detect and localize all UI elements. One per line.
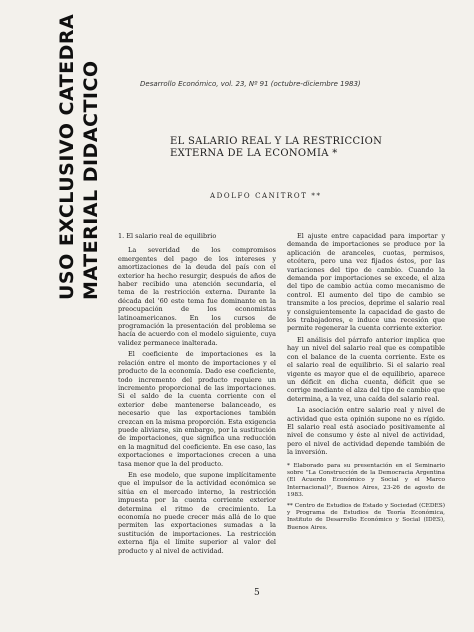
footnote: * Elaborado para su presentación en el Seminario sobre "La Construcción de la Democracia Argentina (El Acuerdo Económico y Social y el Marco Internacional)", Buenos Aires, 23-26 de agosto de 1983. bbox=[287, 462, 445, 499]
stamp-line-1: USO EXCLUSIVO CATEDRA bbox=[56, 13, 78, 300]
right-column bbox=[287, 232, 445, 535]
article-author: ADOLFO CANITROT ** bbox=[210, 192, 322, 200]
paragraph: La asociación entre salario real y nivel de actividad que esta opinión supone no es rígido. El salario real está asociado positivamente al nivel de consumo y éste al nivel de actividad, pero el nivel de actividad depende también de la inversión. bbox=[287, 406, 445, 457]
section-heading: 1. El salario real de equilibrio bbox=[118, 232, 217, 240]
paragraph: En ese modelo, que supone implícitamente que el impulsor de la actividad económica se sitúa en el mercado interno, la restricción impuesta por la cuenta corriente exterior determina el ritmo de crecimiento. La economía no puede crecer más allá de lo que permiten las exportaciones sumadas a la sustitución de importaciones. La restricción externa fija el límite superior al valor del producto y al nivel de actividad. bbox=[118, 470, 276, 555]
stamp-line-2: MATERIAL DIDACTICO bbox=[80, 60, 102, 300]
paragraph: El análisis del párrafo anterior implica que hay un nivel del salario real que es compatible con el balance de la cuenta corriente. Este es el salario real de equilibrio. Si el salario real vigente es mayor que el de equilibrio, aparece un déficit en dicha cuenta, déficit que se corrige mediante el alza del tipo de cambio que determina, a la vez, una caída del salario real. bbox=[287, 335, 445, 403]
journal-citation: Desarrollo Económico, vol. 23, Nº 91 (octubre-diciembre 1983) bbox=[140, 80, 361, 88]
paragraph: El ajuste entre capacidad para importar y demanda de importaciones se produce por la aplicación de aranceles, cuotas, permisos, etcétera, pero una vez fijados éstos, por las variaciones del tipo de cambio. Cuando la demanda por importaciones se excede, el alza del tipo de cambio actúa como mecanismo de control. El aumento del tipo de cambio se transmite a los precios, deprime el salario real y consiguientemente la capacidad de gasto de los trabajadores, e induce una recesión que permite regenerar la cuenta corriente exterior. bbox=[287, 232, 445, 333]
page-number: 5 bbox=[254, 588, 260, 598]
paragraph: El coeficiente de importaciones es la relación entre el monto de importaciones y el producto de la economía. Dado ese coeficiente, todo incremento del producto requiere un incremento proporcional de las importaciones. Si el saldo de la cuenta corriente con el exterior debe mantenerse balanceado, es necesario que las exportaciones también crezcan en la misma proporción. Esta exigencia puede aliviarse, sin embargo, por la sustitución de importaciones, que significa una reducción en la magnitud del coeficiente. En ese caso, las exportaciones e importaciones crecen a una tasa menor que la del producto. bbox=[118, 350, 276, 468]
footnote: ** Centro de Estudios de Estado y Sociedad (CEDES) y Programa de Estudios de Teoría Económica, Instituto de Desarrollo Económico y Social (IDES), Buenos Aires. bbox=[287, 502, 445, 531]
paragraph: La severidad de los compromisos emergentes del pago de los intereses y amortizaciones de la deuda del país con el exterior ha hecho resurgir, después de años de haber recibido una atención secundaria, el tema de la restricción externa. Durante la década del '60 este tema fue dominante en la preocupación de los economistas latinoamericanos. En los cursos de programación la presentación del problema se hacía de acuerdo con el modelo siguiente, cuya validez permanece inalterada. bbox=[118, 246, 276, 347]
footnotes bbox=[287, 463, 445, 533]
course-stamp bbox=[55, 14, 103, 300]
left-column bbox=[118, 232, 276, 558]
article-title: EL SALARIO REAL Y LA RESTRICCION EXTERNA DE LA ECONOMIA * bbox=[170, 136, 383, 159]
